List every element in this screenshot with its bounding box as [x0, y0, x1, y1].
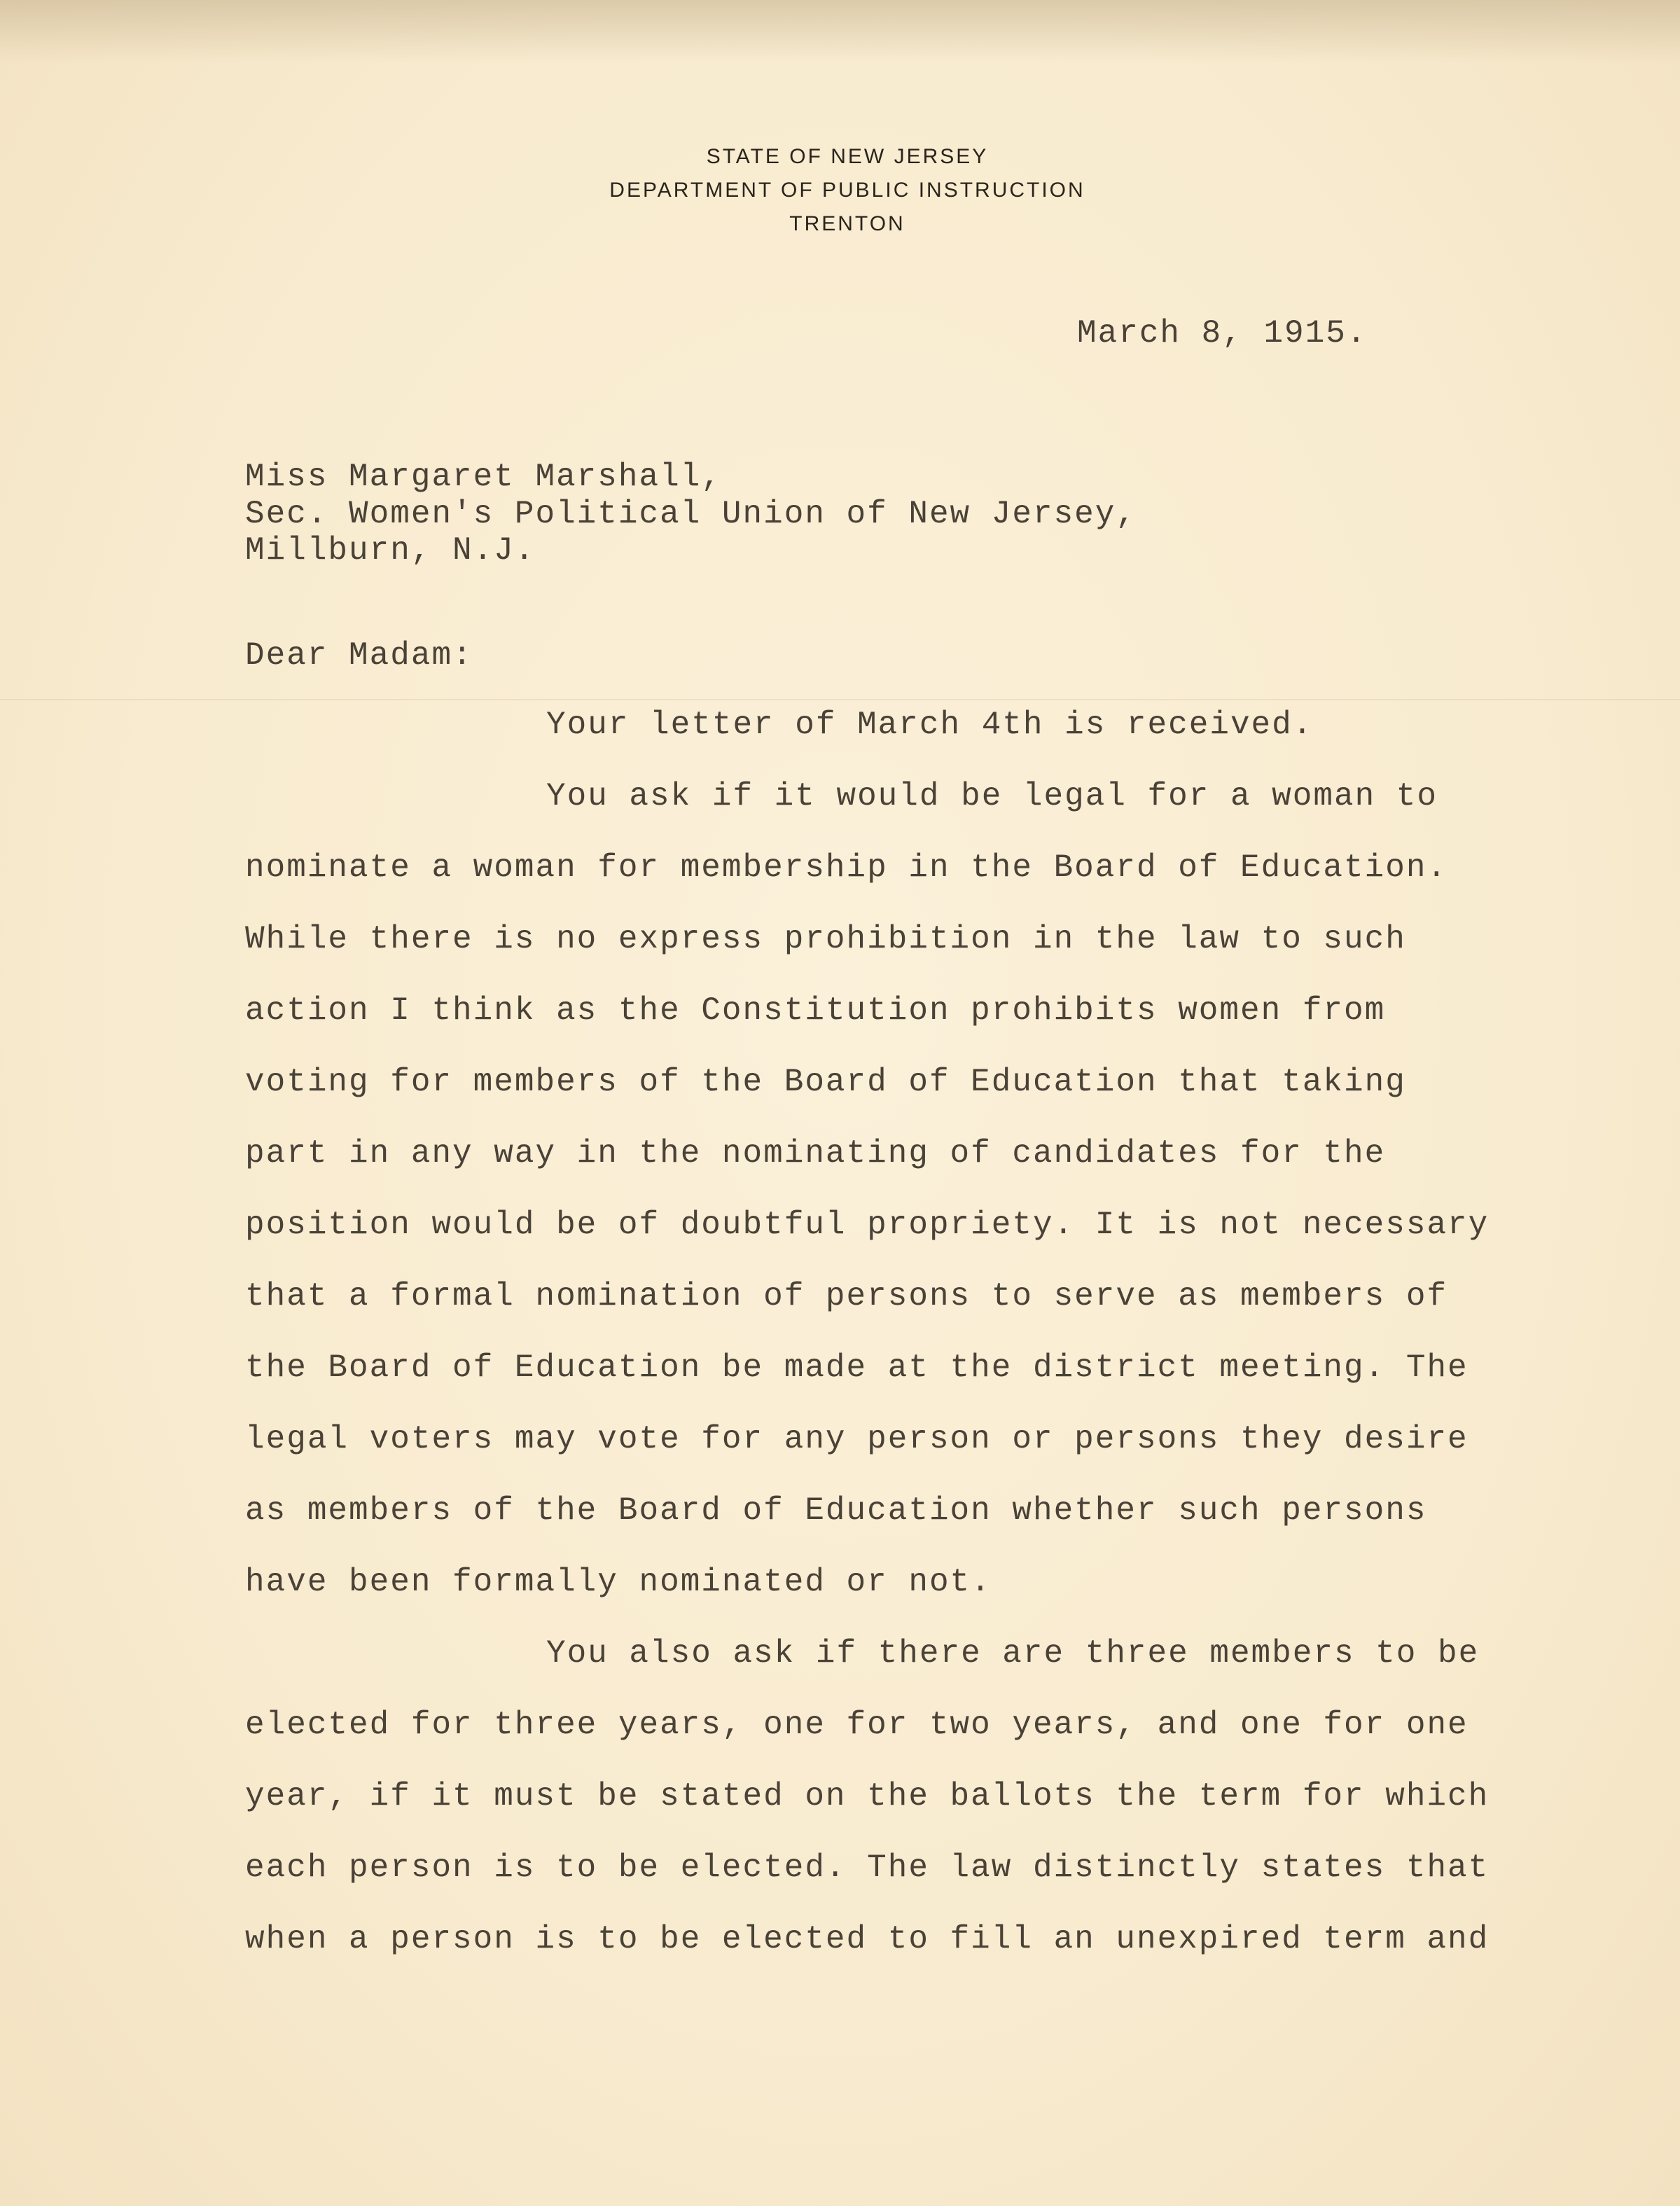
body-line: While there is no express prohibition in the law to such [245, 921, 1406, 957]
recipient-title: Sec. Women's Political Union of New Jersey, [245, 496, 1137, 532]
body-line: voting for members of the Board of Education that taking [245, 1064, 1406, 1100]
body-line: position would be of doubtful propriety. It is not necessary [245, 1207, 1490, 1243]
body-line: You also ask if there are three members to be [546, 1635, 1480, 1672]
body-line: year, if it must be stated on the ballots the term for which [245, 1778, 1490, 1815]
body-line: as members of the Board of Education whether such persons [245, 1492, 1427, 1529]
body-line: legal voters may vote for any person or persons they desire [245, 1421, 1469, 1457]
body-line: when a person is to be elected to fill an unexpired term and [245, 1921, 1490, 1957]
letter-body [245, 704, 1576, 1990]
body-line: Your letter of March 4th is received. [546, 707, 1314, 743]
body-line: You ask if it would be legal for a woman to [546, 778, 1438, 814]
body-line: have been formally nominated or not. [245, 1564, 992, 1600]
body-line: nominate a woman for membership in the Board of Education. [245, 849, 1448, 886]
body-line: that a formal nomination of persons to serve as members of [245, 1278, 1448, 1314]
paper-fold-line [0, 699, 1680, 700]
letterhead [532, 140, 1162, 241]
letterhead-city: TRENTON [789, 212, 905, 235]
body-line: each person is to be elected. The law distinctly states that [245, 1850, 1490, 1886]
salutation: Dear Madam: [245, 637, 473, 674]
recipient-name: Miss Margaret Marshall, [245, 459, 722, 495]
letterhead-department: DEPARTMENT OF PUBLIC INSTRUCTION [609, 179, 1085, 202]
body-line: action I think as the Constitution prohibits women from [245, 992, 1386, 1029]
paper-top-edge [0, 0, 1680, 63]
body-line: elected for three years, one for two years, and one for one [245, 1707, 1469, 1743]
body-line: the Board of Education be made at the district meeting. The [245, 1350, 1469, 1386]
body-line: part in any way in the nominating of candidates for the [245, 1135, 1386, 1172]
letter-date: March 8, 1915. [1077, 315, 1368, 352]
recipient-address: Millburn, N.J. [245, 532, 536, 569]
letterhead-state: STATE OF NEW JERSEY [706, 145, 989, 168]
